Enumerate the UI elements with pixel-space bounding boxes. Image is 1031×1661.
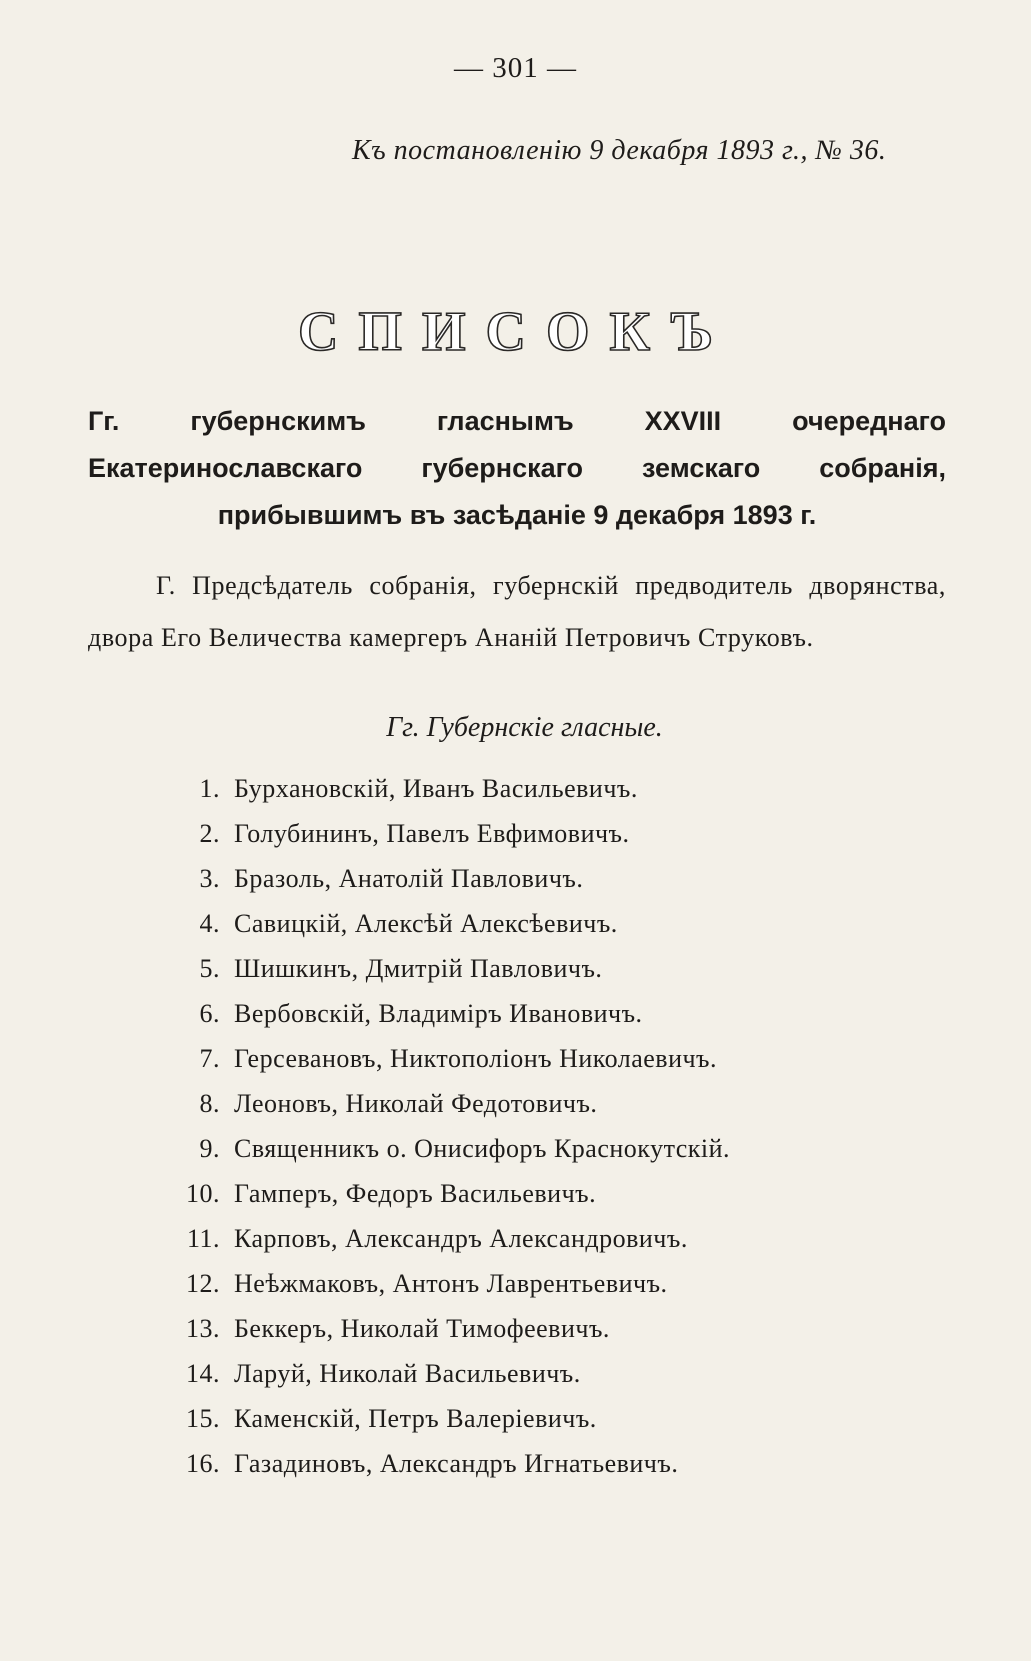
member-name: Гамперъ, Федоръ Васильевичъ. xyxy=(234,1179,597,1208)
member-number: 12. xyxy=(186,1269,220,1298)
member-number: 15. xyxy=(186,1404,220,1433)
member-number: 2. xyxy=(199,819,220,848)
member-number: 5. xyxy=(199,954,220,983)
member-name: Неѣжмаковъ, Антонъ Лаврентьевичъ. xyxy=(234,1269,668,1298)
list-item xyxy=(150,946,890,991)
subtitle: Гг. губернскимъ гласнымъ XXVIII очереднаго Екатеринославскаго губернскаго земскаго собранія, прибывшимъ въ засѣданіе 9 декабря 1893 г. xyxy=(88,406,946,530)
list-item xyxy=(150,1441,890,1486)
list-item xyxy=(150,901,890,946)
member-number: 11. xyxy=(186,1224,220,1253)
member-name: Священникъ о. Онисифоръ Краснокутскій. xyxy=(234,1134,731,1163)
member-name: Шишкинъ, Дмитрій Павловичъ. xyxy=(234,954,603,983)
list-item xyxy=(150,766,890,811)
page-number: — 301 — xyxy=(454,52,577,84)
member-name: Ларуй, Николай Васильевичъ. xyxy=(234,1359,581,1388)
member-name: Вербовскій, Владиміръ Ивановичъ. xyxy=(234,999,643,1028)
page-title: СПИСОКЪ xyxy=(297,301,733,363)
list-item xyxy=(150,1351,890,1396)
member-name: Каменскій, Петръ Валеріевичъ. xyxy=(234,1404,597,1433)
list-item xyxy=(150,991,890,1036)
member-number: 8. xyxy=(199,1089,220,1118)
member-name: Голубининъ, Павелъ Евфимовичъ. xyxy=(234,819,630,848)
list-item xyxy=(150,1126,890,1171)
list-item xyxy=(150,1081,890,1126)
member-number: 4. xyxy=(199,909,220,938)
member-name: Савицкій, Алексѣй Алексѣевичъ. xyxy=(234,909,618,938)
list-item xyxy=(150,1171,890,1216)
member-name: Леоновъ, Николай Федотовичъ. xyxy=(234,1089,598,1118)
list-item xyxy=(150,1396,890,1441)
list-item xyxy=(150,1216,890,1261)
member-number: 14. xyxy=(186,1359,220,1388)
list-item xyxy=(150,1036,890,1081)
member-name: Бразоль, Анатолій Павловичъ. xyxy=(234,864,584,893)
member-name: Бурхановскій, Иванъ Васильевичъ. xyxy=(234,774,638,803)
member-name: Газадиновъ, Александръ Игнатьевичъ. xyxy=(234,1449,679,1478)
member-name: Карповъ, Александръ Александровичъ. xyxy=(234,1224,688,1253)
member-number: 3. xyxy=(199,864,220,893)
list-item xyxy=(150,1306,890,1351)
list-item xyxy=(150,1261,890,1306)
member-list xyxy=(150,766,890,1486)
member-number: 10. xyxy=(186,1179,220,1208)
member-number: 16. xyxy=(186,1449,220,1478)
member-name: Герсевановъ, Никтополіонъ Николаевичъ. xyxy=(234,1044,718,1073)
member-number: 6. xyxy=(199,999,220,1028)
member-number: 13. xyxy=(186,1314,220,1343)
member-number: 1. xyxy=(199,774,220,803)
member-name: Беккеръ, Николай Тимофеевичъ. xyxy=(234,1314,610,1343)
list-item xyxy=(150,811,890,856)
decree-reference: Къ постановленію 9 декабря 1893 г., № 36. xyxy=(352,135,887,166)
member-number: 9. xyxy=(199,1134,220,1163)
list-item xyxy=(150,856,890,901)
chairman-paragraph: Г. Предсѣдатель собранія, губернскій предводитель дворянства, двора Его Величества камергеръ Ананій Петровичъ Струковъ. xyxy=(88,571,946,652)
section-heading: Гг. Губернскіе гласные. xyxy=(386,712,663,743)
member-number: 7. xyxy=(199,1044,220,1073)
